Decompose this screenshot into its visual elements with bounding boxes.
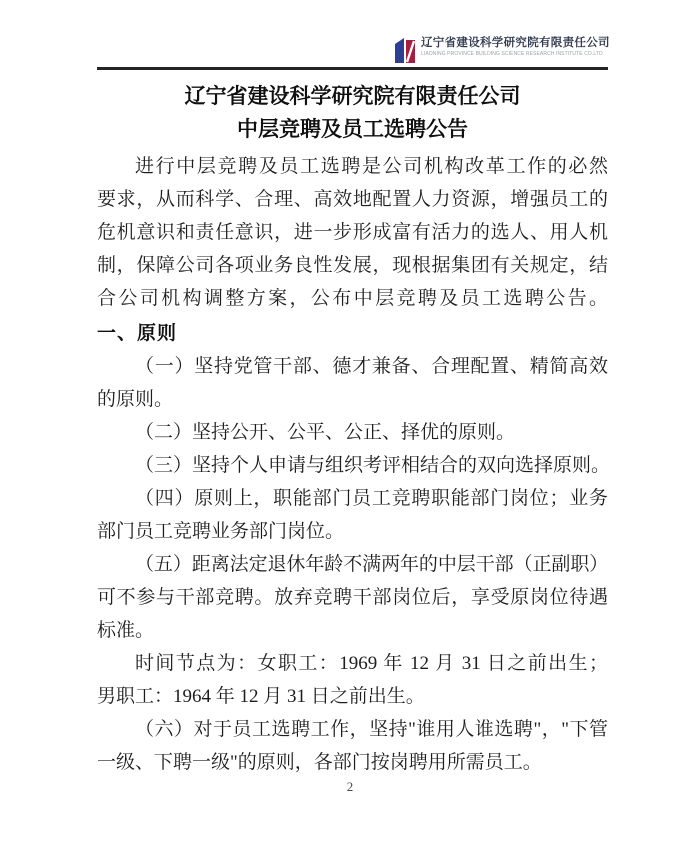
company-name-en: LIAONING PROVINCE BUILDING SCIENCE RESEARCH INSTITUTE CO.LTD. (421, 51, 605, 57)
doc-line: 标准。 (97, 620, 155, 641)
doc-line: 危机意识和责任意识，进一步形成富有活力的选人、用人机 (97, 222, 608, 243)
doc-line: （四）原则上，职能部门员工竞聘职能部门岗位；业务 (135, 488, 608, 509)
doc-line: 制，保障公司各项业务良性发展，现根据集团有关规定，结 (97, 255, 608, 276)
company-logo-icon (394, 37, 416, 64)
document-body (97, 80, 611, 779)
company-name-cn: 辽宁省建设科学研究院有限责任公司 (421, 37, 610, 49)
doc-text (97, 150, 611, 779)
doc-title-line-1: 辽宁省建设科学研究院有限责任公司 (184, 84, 521, 108)
doc-line: 要求，从而科学、合理、高效地配置人力资源，增强员工的 (97, 189, 608, 210)
doc-line: 男职工：1964 年 12 月 31 日之前出生。 (97, 686, 425, 707)
doc-line: 进行中层竞聘及员工选聘是公司机构改革工作的必然 (135, 156, 608, 177)
doc-line: （二）坚持公开、公平、公正、择优的原则。 (135, 422, 516, 443)
doc-line: （三）坚持个人申请与组织考评相结合的双向选择原则。 (135, 455, 611, 476)
doc-title-line-2: 中层竞聘及员工选聘公告 (237, 117, 468, 141)
doc-line: （五）距离法定退休年龄不满两年的中层干部（正副职） (135, 554, 608, 575)
page-number: 2 (346, 779, 354, 794)
section-heading: 一、原则 (97, 323, 178, 344)
header-divider (97, 67, 608, 70)
company-logo (394, 36, 610, 64)
company-name-block (421, 36, 610, 58)
doc-line: 可不参与干部竞聘。放弃竞聘干部岗位后，享受原岗位待遇 (97, 587, 608, 608)
doc-line: 部门员工竞聘业务部门岗位。 (97, 521, 345, 542)
doc-line: 合公司机构调整方案，公布中层竞聘及员工选聘公告。 (97, 288, 608, 309)
doc-line: 时间节点为：女职工：1969 年 12 月 31 日之前出生； (135, 653, 608, 674)
doc-line: （一）坚持党管干部、德才兼备、合理配置、精简高效 (135, 356, 608, 377)
doc-line: 的原则。 (97, 389, 174, 410)
doc-line: （六）对于员工选聘工作，坚持"谁用人谁选聘"，"下管 (135, 719, 608, 740)
doc-line: 一级、下聘一级"的原则，各部门按岗聘用所需员工。 (97, 752, 542, 773)
